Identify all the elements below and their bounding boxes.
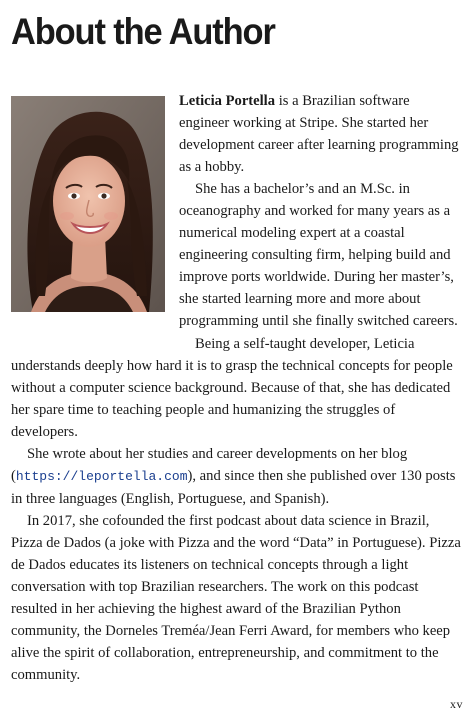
bio-paragraph-4-lead: She wrote about her studies and career developments on her blog ( [11,445,408,484]
bio-paragraph-3: Being a self-taught developer, Leticia understands deeply how hard it is to grasp the technical concepts for people without a computer science background. Because of that, she has dedicated her spare time to teaching people and humanizing the struggles of developers. [11,335,453,440]
author-name: Leticia Portella [179,93,276,109]
bio-paragraph-5: In 2017, she cofounded the first podcast about data science in Brazil, Pizza de Dados (a joke with Pizza and the word “Data” in Portuguese). Pizza de Dados educates its listeners on technical concepts through a light conversation with top Brazilian researchers. The work on this podcast resulted in her achieving the highest award of the Brazilian Python community, the Dorneles Treméa/Jean Ferri Award, for members who keep alive the spirit of collaboration, entrepreneurship, and commitment to the community. [11,512,461,684]
blog-link[interactable]: https://leportella.com [15,468,188,484]
author-bio [11,90,463,686]
bio-paragraph-4-tail: ), and since then she published over 130 posts in three languages (English, Portuguese, and Spanish). [11,467,456,507]
photo-wrap-spacer [11,90,179,336]
bio-paragraph-4 [11,443,463,510]
page-title: About the Author [11,11,275,52]
page-number: xv [450,697,463,711]
bio-paragraph-2: She has a bachelor’s and an M.Sc. in oceanography and worked for many years as a numerical modeling expert at a coastal engineering consulting firm, helping build and improve ports worldwide. During her master’s, she started learning more and more about programming until she finally switched careers. [179,181,458,330]
bio-paragraph-1-text: is a Brazilian software engineer working at Stripe. She started her development career after learning programming as a hobby. [179,93,459,176]
